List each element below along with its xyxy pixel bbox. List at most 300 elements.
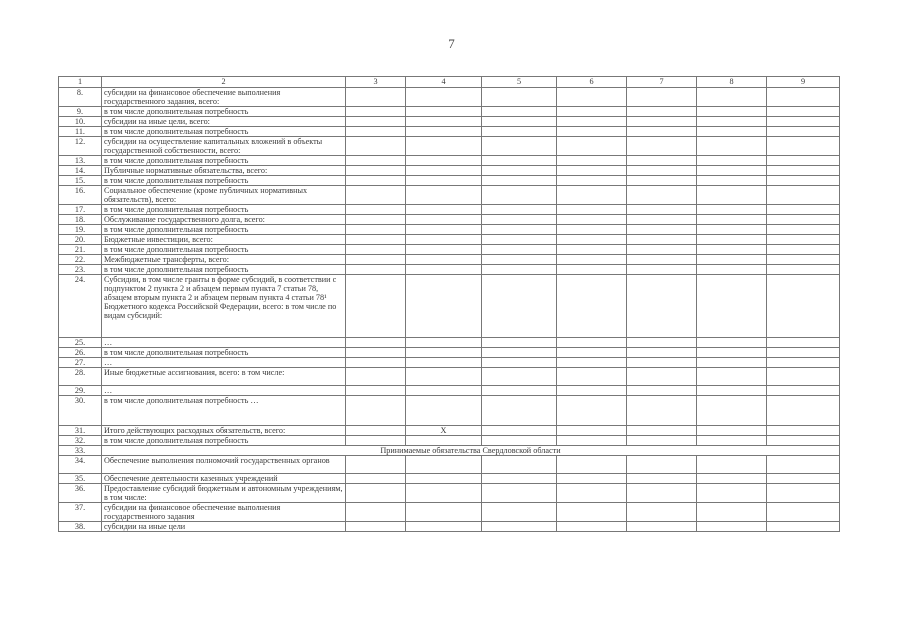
value-cell	[482, 186, 557, 205]
value-cell	[346, 386, 406, 396]
value-cell	[697, 358, 767, 368]
table-row	[59, 338, 840, 348]
table-row	[59, 245, 840, 255]
value-cell	[767, 137, 840, 156]
value-cell	[482, 215, 557, 225]
value-cell	[627, 107, 697, 117]
value-cell	[557, 456, 627, 474]
value-cell	[627, 205, 697, 215]
value-cell	[697, 245, 767, 255]
value-cell	[557, 186, 627, 205]
row-number: 27.	[59, 358, 102, 368]
value-cell	[767, 166, 840, 176]
value-cell	[697, 225, 767, 235]
table-row	[59, 156, 840, 166]
value-cell	[406, 127, 482, 137]
row-number: 13.	[59, 156, 102, 166]
table-row	[59, 205, 840, 215]
value-cell	[482, 358, 557, 368]
row-number: 26.	[59, 348, 102, 358]
value-cell	[697, 107, 767, 117]
row-description: Обеспечение деятельности казенных учреждений	[102, 474, 346, 484]
value-cell	[627, 166, 697, 176]
value-cell	[627, 436, 697, 446]
value-cell	[406, 386, 482, 396]
value-cell	[346, 166, 406, 176]
value-cell	[767, 225, 840, 235]
value-cell	[346, 215, 406, 225]
value-cell	[482, 426, 557, 436]
row-description: …	[102, 338, 346, 348]
value-cell	[346, 127, 406, 137]
row-number: 11.	[59, 127, 102, 137]
row-description: в том числе дополнительная потребность	[102, 225, 346, 235]
column-header: 6	[557, 77, 627, 88]
value-cell	[406, 474, 482, 484]
value-cell	[767, 215, 840, 225]
value-cell	[346, 176, 406, 186]
value-cell	[557, 88, 627, 107]
row-number: 28.	[59, 368, 102, 386]
row-description: Иные бюджетные ассигнования, всего: в том числе:	[102, 368, 346, 386]
value-cell	[627, 186, 697, 205]
value-cell	[767, 484, 840, 503]
value-cell	[557, 503, 627, 522]
value-cell	[767, 386, 840, 396]
row-number: 17.	[59, 205, 102, 215]
value-cell	[482, 503, 557, 522]
value-cell	[767, 396, 840, 426]
value-cell	[346, 205, 406, 215]
value-cell	[627, 338, 697, 348]
value-cell	[697, 396, 767, 426]
table-row	[59, 456, 840, 474]
value-cell	[406, 396, 482, 426]
value-cell	[346, 456, 406, 474]
row-description: субсидии на иные цели	[102, 522, 346, 532]
value-cell	[346, 225, 406, 235]
row-description: в том числе дополнительная потребность	[102, 156, 346, 166]
table-row	[59, 117, 840, 127]
value-cell	[697, 235, 767, 245]
table-row	[59, 396, 840, 426]
value-cell	[557, 225, 627, 235]
value-cell	[346, 275, 406, 338]
value-cell	[482, 127, 557, 137]
value-cell	[482, 522, 557, 532]
table-row	[59, 503, 840, 522]
value-cell	[406, 456, 482, 474]
table-row	[59, 348, 840, 358]
row-description: Итого действующих расходных обязательств, всего:	[102, 426, 346, 436]
row-number: 24.	[59, 275, 102, 338]
row-number: 32.	[59, 436, 102, 446]
value-cell	[346, 522, 406, 532]
value-cell	[627, 503, 697, 522]
value-cell	[767, 348, 840, 358]
value-cell	[697, 386, 767, 396]
value-cell	[482, 225, 557, 235]
value-cell	[557, 484, 627, 503]
value-cell	[767, 456, 840, 474]
value-cell	[406, 166, 482, 176]
value-cell	[627, 176, 697, 186]
value-cell	[482, 137, 557, 156]
value-cell	[697, 166, 767, 176]
value-cell	[557, 107, 627, 117]
value-cell	[557, 348, 627, 358]
value-cell	[346, 156, 406, 166]
table-row	[59, 426, 840, 436]
value-cell	[697, 436, 767, 446]
value-cell	[557, 474, 627, 484]
value-cell	[767, 474, 840, 484]
value-cell	[406, 88, 482, 107]
row-number: 16.	[59, 186, 102, 205]
row-number: 20.	[59, 235, 102, 245]
value-cell	[697, 255, 767, 265]
row-number: 38.	[59, 522, 102, 532]
value-cell	[482, 255, 557, 265]
row-description: в том числе дополнительная потребность	[102, 127, 346, 137]
row-description: Публичные нормативные обязательства, всего:	[102, 166, 346, 176]
value-cell	[627, 396, 697, 426]
column-header: 2	[102, 77, 346, 88]
value-cell	[346, 348, 406, 358]
value-cell	[697, 176, 767, 186]
table-row	[59, 484, 840, 503]
value-cell	[767, 117, 840, 127]
value-cell	[406, 205, 482, 215]
value-cell	[406, 255, 482, 265]
value-cell	[482, 265, 557, 275]
value-cell	[406, 215, 482, 225]
value-cell	[767, 186, 840, 205]
value-cell	[767, 265, 840, 275]
value-cell	[406, 235, 482, 245]
value-cell	[627, 275, 697, 338]
value-cell	[482, 396, 557, 426]
value-cell	[767, 358, 840, 368]
value-cell	[406, 176, 482, 186]
row-number: 23.	[59, 265, 102, 275]
row-description: Обеспечение выполнения полномочий государственных органов	[102, 456, 346, 474]
value-cell	[482, 436, 557, 446]
row-number: 10.	[59, 117, 102, 127]
value-cell	[346, 396, 406, 426]
value-cell	[406, 107, 482, 117]
row-description: Межбюджетные трансферты, всего:	[102, 255, 346, 265]
value-cell	[697, 156, 767, 166]
row-number: 21.	[59, 245, 102, 255]
value-cell	[482, 456, 557, 474]
value-cell	[627, 456, 697, 474]
value-cell	[482, 275, 557, 338]
value-cell	[627, 88, 697, 107]
column-header: 8	[697, 77, 767, 88]
value-cell	[482, 117, 557, 127]
value-cell	[767, 522, 840, 532]
value-cell	[697, 275, 767, 338]
value-cell	[697, 368, 767, 386]
value-cell	[627, 235, 697, 245]
row-description: субсидии на финансовое обеспечение выполнения государственного задания, всего:	[102, 88, 346, 107]
value-cell	[767, 176, 840, 186]
table-row	[59, 215, 840, 225]
value-cell	[627, 426, 697, 436]
value-cell	[627, 522, 697, 532]
table-row	[59, 386, 840, 396]
value-cell	[557, 275, 627, 338]
value-cell	[406, 503, 482, 522]
row-description: в том числе дополнительная потребность	[102, 265, 346, 275]
table-row	[59, 186, 840, 205]
value-cell	[346, 245, 406, 255]
value-cell	[557, 358, 627, 368]
value-cell	[482, 88, 557, 107]
value-cell	[767, 205, 840, 215]
value-cell	[346, 88, 406, 107]
value-cell	[557, 386, 627, 396]
value-cell	[697, 127, 767, 137]
value-cell	[697, 456, 767, 474]
value-cell	[627, 255, 697, 265]
value-cell	[557, 137, 627, 156]
table-row	[59, 176, 840, 186]
value-cell	[557, 368, 627, 386]
value-cell	[557, 127, 627, 137]
value-cell	[627, 117, 697, 127]
value-cell	[557, 117, 627, 127]
value-cell	[482, 484, 557, 503]
row-number: 8.	[59, 88, 102, 107]
row-number: 25.	[59, 338, 102, 348]
row-number: 22.	[59, 255, 102, 265]
row-description: Обслуживание государственного долга, всего:	[102, 215, 346, 225]
table-body	[59, 88, 840, 532]
value-cell	[767, 127, 840, 137]
value-cell	[697, 522, 767, 532]
row-number: 14.	[59, 166, 102, 176]
value-cell	[697, 426, 767, 436]
row-description: …	[102, 358, 346, 368]
value-cell	[482, 386, 557, 396]
row-number: 12.	[59, 137, 102, 156]
table-row	[59, 474, 840, 484]
row-number: 36.	[59, 484, 102, 503]
value-cell	[482, 474, 557, 484]
value-cell	[767, 255, 840, 265]
value-cell	[697, 205, 767, 215]
value-cell	[557, 176, 627, 186]
value-cell	[346, 484, 406, 503]
column-header: 1	[59, 77, 102, 88]
value-cell	[557, 215, 627, 225]
table-header-row	[59, 77, 840, 88]
row-description: в том числе дополнительная потребность …	[102, 396, 346, 426]
value-cell	[406, 358, 482, 368]
value-cell	[767, 436, 840, 446]
value-cell	[767, 426, 840, 436]
value-cell	[627, 348, 697, 358]
value-cell	[482, 166, 557, 176]
value-cell	[627, 484, 697, 503]
row-description: Субсидии, в том числе гранты в форме субсидий, в соответствии с подпунктом 2 пункта 2 и абзацем первым пункта 7 статьи 78, абзацем вторым пункта 2 и абзацем первым пункта 4 статьи 78¹ Бюджетного кодекса Российской Федерации, всего: в том числе по видам субсидий:	[102, 275, 346, 338]
row-description: субсидии на иные цели, всего:	[102, 117, 346, 127]
value-cell	[557, 245, 627, 255]
table-row	[59, 358, 840, 368]
row-number: 37.	[59, 503, 102, 522]
value-cell	[627, 245, 697, 255]
value-cell	[557, 255, 627, 265]
row-description: в том числе дополнительная потребность	[102, 205, 346, 215]
value-cell	[697, 215, 767, 225]
table-row	[59, 235, 840, 245]
table-row	[59, 137, 840, 156]
table-row	[59, 275, 840, 338]
value-cell	[767, 88, 840, 107]
value-cell	[482, 348, 557, 358]
table-row	[59, 368, 840, 386]
value-cell	[482, 235, 557, 245]
table-row	[59, 88, 840, 107]
value-cell	[697, 137, 767, 156]
value-cell	[767, 338, 840, 348]
value-cell	[627, 156, 697, 166]
value-cell	[346, 107, 406, 117]
value-cell	[482, 156, 557, 166]
value-cell	[406, 522, 482, 532]
value-cell	[346, 474, 406, 484]
row-number: 35.	[59, 474, 102, 484]
row-number: 30.	[59, 396, 102, 426]
value-cell	[767, 503, 840, 522]
value-cell	[482, 245, 557, 255]
value-cell	[557, 522, 627, 532]
value-cell	[346, 255, 406, 265]
table-row	[59, 522, 840, 532]
value-cell	[767, 235, 840, 245]
table-row	[59, 225, 840, 235]
row-number: 19.	[59, 225, 102, 235]
row-number: 31.	[59, 426, 102, 436]
value-cell	[346, 186, 406, 205]
value-cell	[627, 137, 697, 156]
value-cell	[346, 358, 406, 368]
column-header: 3	[346, 77, 406, 88]
column-header: 7	[627, 77, 697, 88]
value-cell	[697, 503, 767, 522]
value-cell	[482, 107, 557, 117]
row-description: в том числе дополнительная потребность	[102, 348, 346, 358]
value-cell	[697, 117, 767, 127]
section-header: Принимаемые обязательства Свердловской области	[102, 446, 840, 456]
row-description: в том числе дополнительная потребность	[102, 107, 346, 117]
value-cell	[557, 426, 627, 436]
table-row	[59, 107, 840, 117]
value-cell	[406, 137, 482, 156]
value-cell	[406, 265, 482, 275]
value-cell	[697, 348, 767, 358]
row-description: в том числе дополнительная потребность	[102, 245, 346, 255]
value-cell	[406, 245, 482, 255]
value-cell	[346, 117, 406, 127]
value-cell	[406, 338, 482, 348]
value-cell: X	[406, 426, 482, 436]
page-number: 7	[448, 36, 455, 51]
table-row	[59, 446, 840, 456]
value-cell	[767, 107, 840, 117]
row-description: Социальное обеспечение (кроме публичных нормативных обязательств), всего:	[102, 186, 346, 205]
column-header: 4	[406, 77, 482, 88]
value-cell	[557, 396, 627, 426]
column-header: 5	[482, 77, 557, 88]
row-number: 18.	[59, 215, 102, 225]
value-cell	[557, 205, 627, 215]
table-row	[59, 436, 840, 446]
row-description: в том числе дополнительная потребность	[102, 176, 346, 186]
row-number: 33.	[59, 446, 102, 456]
value-cell	[406, 348, 482, 358]
value-cell	[557, 338, 627, 348]
row-description: Бюджетные инвестиции, всего:	[102, 235, 346, 245]
value-cell	[482, 338, 557, 348]
value-cell	[346, 265, 406, 275]
value-cell	[767, 275, 840, 338]
value-cell	[482, 368, 557, 386]
value-cell	[697, 484, 767, 503]
row-description: субсидии на финансовое обеспечение выполнения государственного задания	[102, 503, 346, 522]
value-cell	[346, 235, 406, 245]
row-description: …	[102, 386, 346, 396]
value-cell	[627, 386, 697, 396]
value-cell	[406, 368, 482, 386]
value-cell	[697, 265, 767, 275]
value-cell	[346, 426, 406, 436]
table-row	[59, 265, 840, 275]
value-cell	[557, 265, 627, 275]
value-cell	[406, 225, 482, 235]
value-cell	[627, 368, 697, 386]
value-cell	[346, 503, 406, 522]
obligations-table	[58, 76, 840, 532]
value-cell	[627, 215, 697, 225]
table-row	[59, 166, 840, 176]
column-header: 9	[767, 77, 840, 88]
value-cell	[346, 137, 406, 156]
row-number: 9.	[59, 107, 102, 117]
row-number: 15.	[59, 176, 102, 186]
value-cell	[627, 265, 697, 275]
value-cell	[627, 474, 697, 484]
value-cell	[346, 338, 406, 348]
table-row	[59, 127, 840, 137]
value-cell	[346, 436, 406, 446]
value-cell	[627, 358, 697, 368]
value-cell	[406, 436, 482, 446]
value-cell	[482, 176, 557, 186]
value-cell	[557, 156, 627, 166]
value-cell	[697, 474, 767, 484]
row-description: субсидии на осуществление капитальных вложений в объекты государственной собственности, всего:	[102, 137, 346, 156]
value-cell	[406, 117, 482, 127]
value-cell	[627, 225, 697, 235]
value-cell	[697, 338, 767, 348]
row-number: 34.	[59, 456, 102, 474]
value-cell	[627, 127, 697, 137]
value-cell	[482, 205, 557, 215]
row-description: в том числе дополнительная потребность	[102, 436, 346, 446]
